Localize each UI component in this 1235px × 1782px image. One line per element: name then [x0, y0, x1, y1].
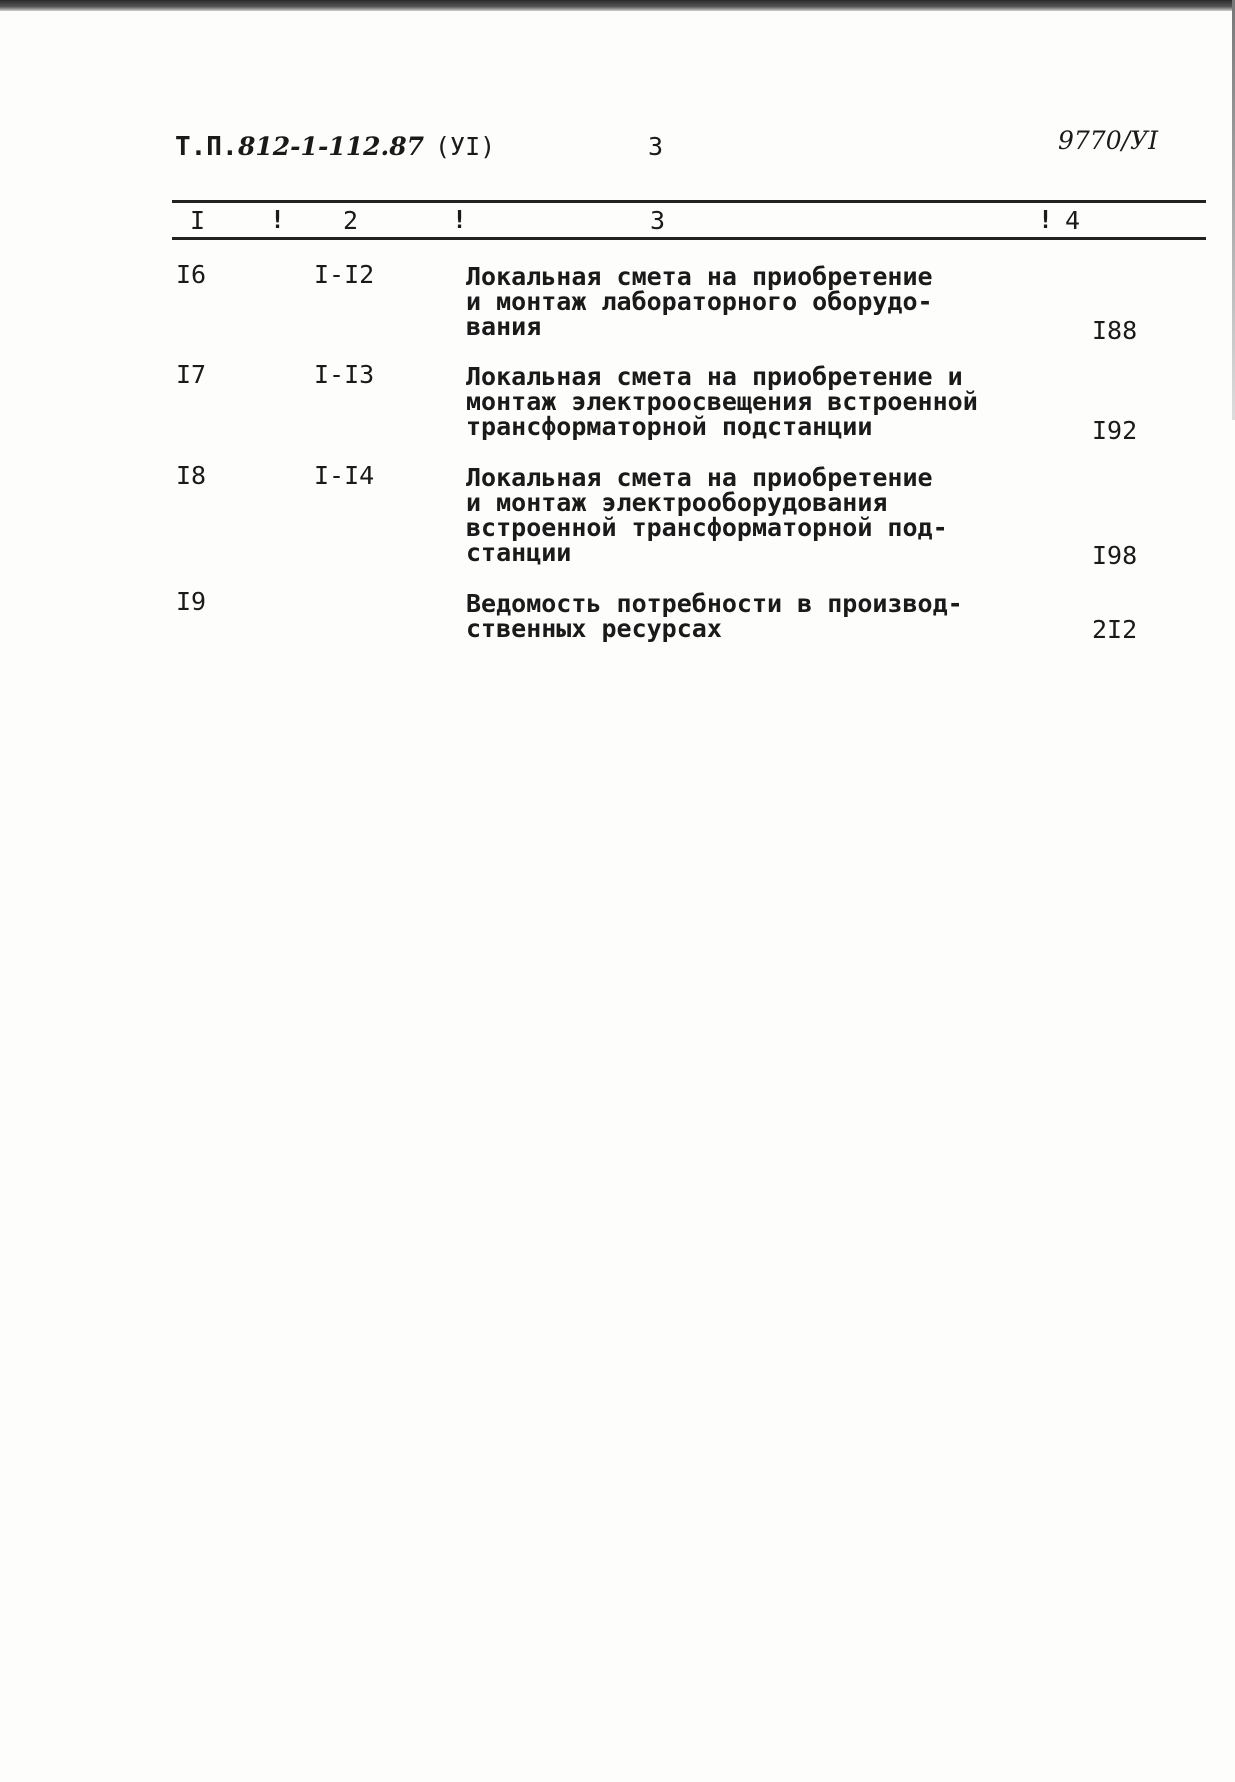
- doc-number: 812-1-112.87: [238, 132, 425, 161]
- row-page: I88: [1092, 316, 1138, 345]
- row-page: 2I2: [1092, 615, 1138, 644]
- column-separator: !: [452, 205, 468, 234]
- row-code: I-I3: [314, 360, 375, 389]
- column-header-4: 4: [1065, 206, 1081, 235]
- table-header-rule: [172, 237, 1206, 240]
- archive-number: 9770/УI: [1058, 126, 1158, 155]
- row-title: Ведомость потребности в производ- ственных ресурсах: [466, 589, 963, 643]
- row-number: I6: [176, 260, 207, 289]
- page-number: 3: [648, 132, 664, 161]
- row-code: I-I4: [314, 461, 375, 490]
- page-top-edge: [0, 0, 1235, 11]
- row-number: I9: [176, 587, 207, 616]
- row-title: Локальная смета на приобретение и монтаж электрооборудования встроенной трансформаторной под- станции: [466, 463, 948, 567]
- row-title: Локальная смета на приобретение и монтаж лабораторного оборудо- вания: [466, 262, 933, 341]
- row-page: I98: [1092, 541, 1138, 570]
- column-header-2: 2: [343, 206, 359, 235]
- column-header-3: 3: [650, 206, 666, 235]
- row-title: Локальная смета на приобретение и монтаж электроосвещения встроенной трансформаторной подстанции: [466, 362, 978, 441]
- doc-prefix: Т.П.: [175, 132, 238, 162]
- column-header-1: I: [190, 206, 206, 235]
- table-top-rule: [172, 200, 1206, 203]
- row-page: I92: [1092, 416, 1138, 445]
- row-number: I7: [176, 360, 207, 389]
- row-code: I-I2: [314, 260, 375, 289]
- column-separator: !: [270, 205, 286, 234]
- column-separator: !: [1038, 205, 1054, 234]
- document-header: [0, 126, 1235, 172]
- doc-volume: (УI): [435, 132, 496, 161]
- row-number: I8: [176, 461, 207, 490]
